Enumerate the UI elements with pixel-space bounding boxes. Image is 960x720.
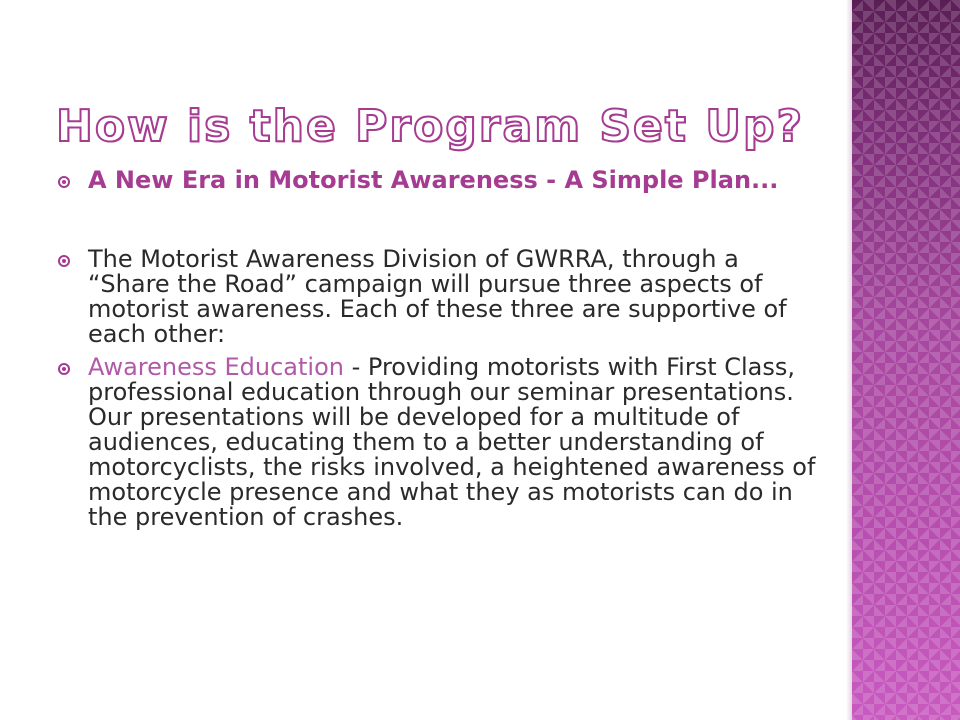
bullet-item-1 [58,168,818,193]
bullet-text: - Providing motorists with First Class, professional education through our seminar presentations. Our presentations will be developed for a multitude of audiences, educating them to a better understanding of motorcyclists, the risks involved, a heightened awareness of motorcycle presence and what they as motorists can do in the prevention of crashes. [88,353,816,531]
bullet-icon [58,255,70,267]
slide-title: How is the Program Set Up? [56,101,804,152]
bullet-icon [58,176,70,188]
bullet-highlight: Awareness Education [88,353,344,381]
bullet-item-2 [58,247,818,347]
bullet-text: A New Era in Motorist Awareness - A Simple Plan... [88,166,779,194]
bullet-item-3 [58,355,818,530]
decorative-side-band [852,0,960,720]
bullet-text: The Motorist Awareness Division of GWRRA, through a “Share the Road” campaign will pursue three aspects of motorist awareness. Each of these three are supportive of each other: [88,245,787,348]
bullet-icon [58,363,70,375]
bullet-list [58,168,818,530]
